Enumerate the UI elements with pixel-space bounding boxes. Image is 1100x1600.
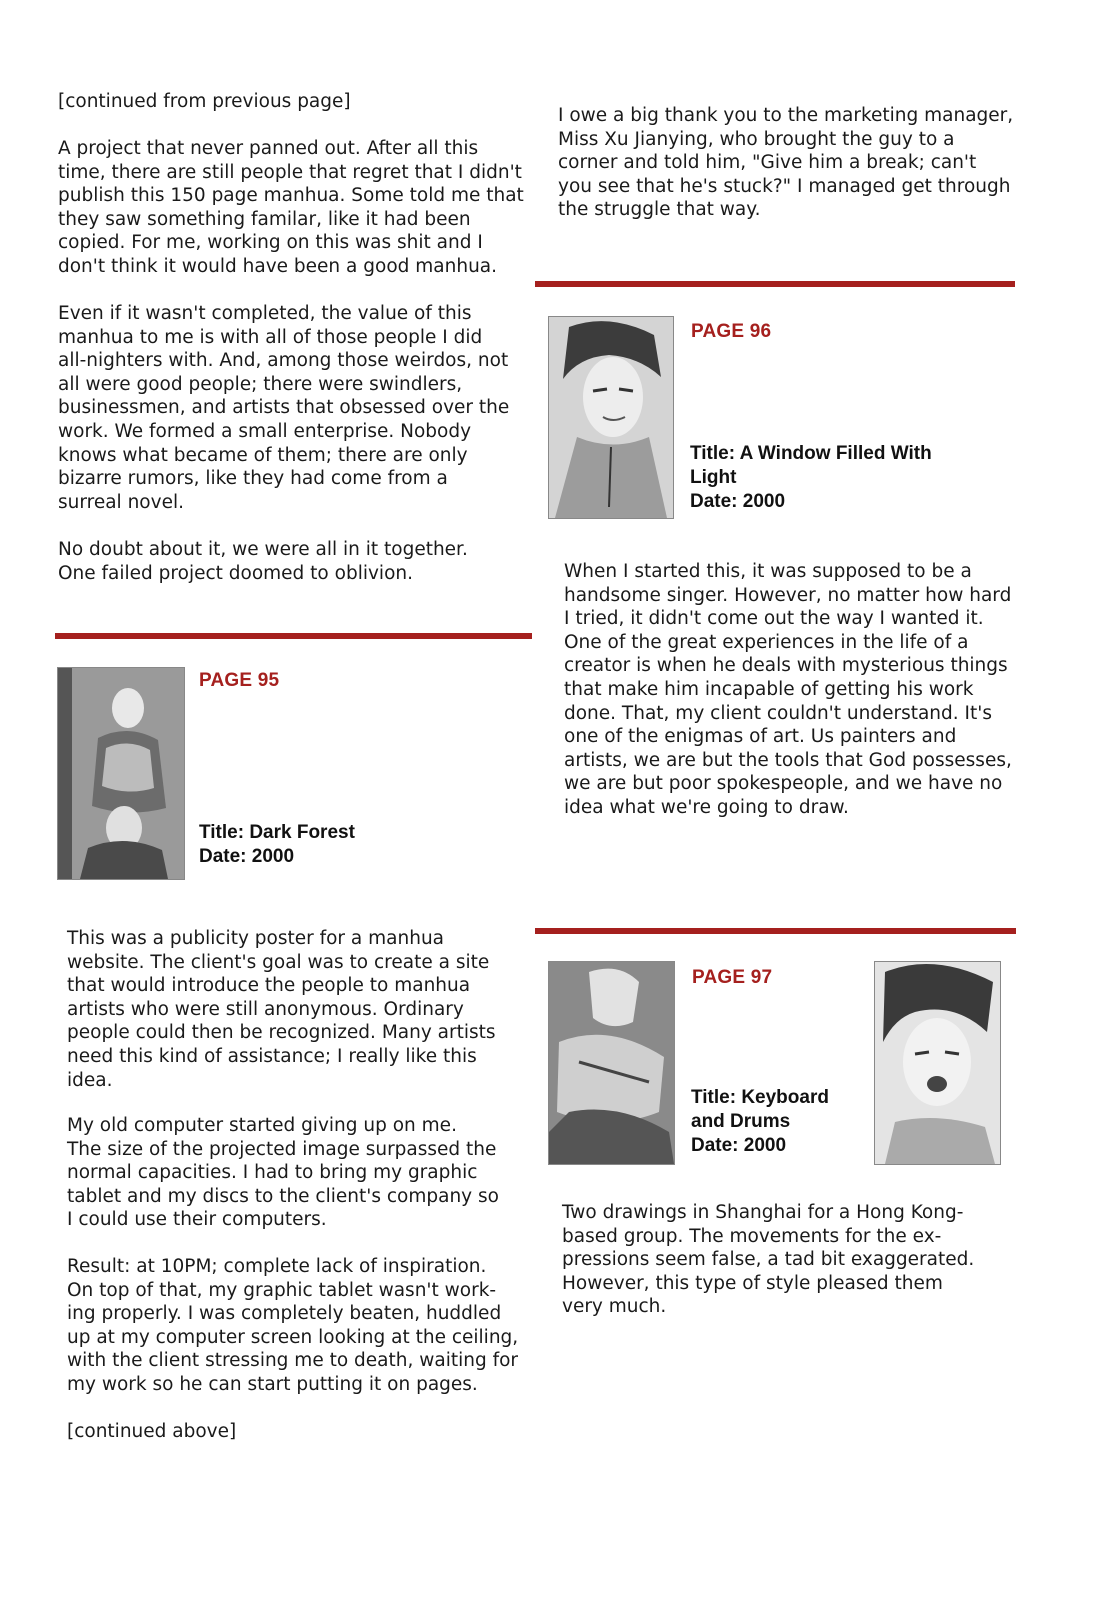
body-paragraph: No doubt about it, we were all in it together. One failed project doomed to oblivion. [58, 539, 468, 584]
artwork-thumbnail-keyboard [548, 961, 675, 1165]
page-label-97: PAGE 97 [692, 967, 773, 988]
page-label-95: PAGE 95 [199, 670, 280, 691]
body-paragraph: Two drawings in Shanghai for a Hong Kong- based group. The movements for the ex- pressions seem false, a tad bit exaggerated. However, this type of style pleased them very much. [562, 1202, 975, 1318]
artwork-date: Date: 2000 [199, 846, 295, 867]
artwork-title-continued: Light [690, 467, 737, 488]
intro-paragraph: A project that never panned out. After all this time, there are still people that regret that I didn't publish this 150 page manhua. Some told me that they saw something familar, like it had been copied. For me, working on this was shit and I don't think it would have been a good manhua. [58, 138, 524, 277]
page-label-96: PAGE 96 [691, 321, 772, 342]
continued-from-note: [continued from previous page] [58, 91, 351, 112]
continued-above-note: [continued above] [67, 1421, 237, 1442]
section-divider [535, 281, 1015, 287]
artwork-date: Date: 2000 [690, 491, 786, 512]
artwork-thumbnail-drums [874, 961, 1001, 1165]
artwork-title: Title: Dark Forest [199, 822, 355, 843]
body-paragraph: When I started this, it was supposed to be a handsome singer. However, no matter how hard I tried, it didn't come out the way I wanted it. One of the great experiences in the life of a creator is when he deals with mysterious things that make him incapable of getting his work done. That, my client couldn't understand. It's one of the enigmas of art. Us painters and artists, we are but the tools that God possesses, we are but poor spokespeople, and we have no idea what we're going to draw. [564, 561, 1012, 818]
body-paragraph: My old computer started giving up on me. The size of the projected image surpassed the normal capacities. I had to bring my graphic tablet and my discs to the client's company so I could use their computers. [67, 1115, 499, 1231]
artwork-meta-dark-forest [199, 821, 355, 869]
artwork-title-continued: and Drums [691, 1111, 791, 1132]
artwork-meta-window-filled-with-light [690, 442, 932, 514]
section-divider [55, 633, 532, 639]
artwork-date: Date: 2000 [691, 1135, 787, 1156]
artwork-title: Title: Keyboard [691, 1087, 829, 1108]
body-paragraph: This was a publicity poster for a manhua website. The client's goal was to create a site that would introduce the people to manhua artists who were still anonymous. Ordinary people could then be recognized. Many artists need this kind of assistance; I really like this idea. [67, 928, 496, 1091]
artwork-title: Title: A Window Filled With [690, 443, 932, 464]
body-paragraph: Result: at 10PM; complete lack of inspiration. On top of that, my graphic tablet wasn't work- ing properly. I was completely beaten, huddled up at my computer screen looking at the ceiling, with the client stressing me to death, waiting for my work so he can start putting it on pages. [67, 1256, 519, 1395]
artwork-thumbnail-dark-forest [57, 667, 185, 880]
artwork-meta-keyboard-and-drums [691, 1086, 829, 1158]
section-divider [535, 928, 1016, 934]
body-paragraph: Even if it wasn't completed, the value of this manhua to me is with all of those people I did all-nighters with. And, among those weirdos, not all were good people; there were swindlers, businessmen, and artists that obsessed over the work. We formed a small enterprise. Nobody knows what became of them; there are only bizarre rumors, like they had come from a surreal novel. [58, 303, 510, 513]
artwork-thumbnail-window-filled-with-light [548, 316, 674, 519]
body-paragraph: I owe a big thank you to the marketing manager, Miss Xu Jianying, who brought the guy to a corner and told him, "Give him a break; can't you see that he's stuck?" I managed get through the struggle that way. [558, 105, 1014, 221]
